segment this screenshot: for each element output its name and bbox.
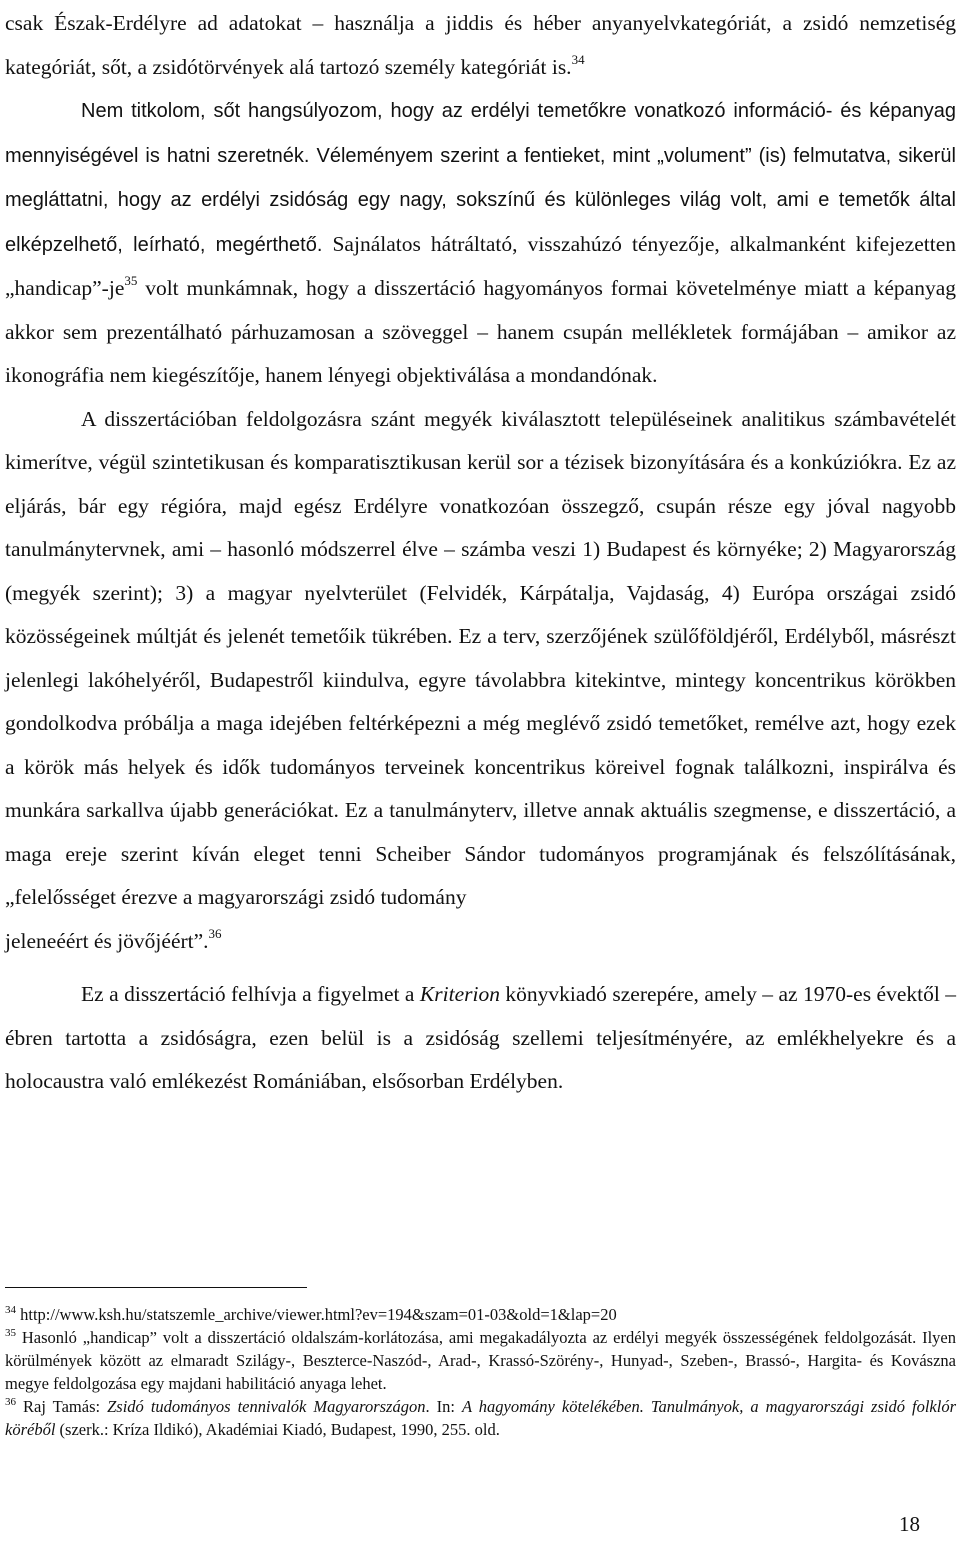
footnote-number-35: 35	[5, 1327, 16, 1339]
paragraph-3-text: A disszertációban feldolgozásra szánt megyék kiválasztott településeinek analitikus számbavételét kimerítve, végül szintetikusan és komparatisztikusan kerül sor a tézisek bizonyítására és a konkúziókra. Ez az eljárás, bár egy régióra, majd egész Erdélyre vonatkozóan összegző, csupán része egy jóval nagyobb tanulmánytervnek, ami – hasonló módszerrel élve – számba veszi 1) Budapest és környéke; 2) Magyarország (megyék szerint); 3) a magyar nyelvterület (Felvidék, Kárpátalja, Vajdaság, 4) Európa országai zsidó közösségeinek múltját és jelenét temetőik tükrében. Ez a terv, szerzőjének szülőföldjéről, Erdélyből, másrészt jelenlegi lakóhelyéről, Budapestről kiindulva, egyre távolabbra kitekintve, mintegy koncentrikus körökben gondolkodva próbálja a maga idejében feltérképezni a még meglévő zsidó temetőket, remélve azt, hogy ezek a körök más helyek és idők tudományos terveinek koncentrikus köreivel fognak találkozni, inspirálva és munkára sarkallva újabb generációkat. Ez a tanulmányterv, illetve annak aktuális szegmense, e disszertáció, a maga ereje szerint kíván eleget tenni Scheiber Sándor tudományos programjának és felszólításának, „felelősséget érezve a magyarországi zsidó tudomány	[5, 406, 956, 909]
footnote-36-author: Raj Tamás:	[16, 1397, 108, 1416]
footnote-36-publication: (szerk.: Kríza Ildikó), Akadémiai Kiadó, Budapest, 1990, 255. old.	[55, 1420, 500, 1439]
paragraph-2-text: Sajnálatos hátráltató, visszahúzó tényezője, alkalmanként kifejezetten „handicap”-je	[5, 231, 956, 300]
footnote-34-link[interactable]: http://www.ksh.hu/statszemle_archive/viewer.html?ev=194&szam=01-03&old=1&lap=20	[16, 1305, 617, 1324]
paragraph-2-text-2: volt munkámnak, hogy a disszertáció hagyományos formai követelménye miatt a képanyag akkor sem prezentálható párhuzamosan a szöveggel – hanem csupán mellékletek formájában – amikor az ikonográfia nem kiegészítője, hanem lényegi objektiválása a mondandónak.	[5, 276, 956, 387]
paragraph-2	[5, 89, 956, 398]
paragraph-2-sans-text: Nem titkolom, sőt hangsúlyozom, hogy az erdélyi temetőkre vonatkozó információ- és képanyag mennyiségével is hatni szeretnék.	[5, 100, 956, 167]
footnote-ref-34[interactable]: 34	[571, 51, 585, 67]
footnote-36	[5, 1395, 956, 1441]
paragraph-3-end: jeleneéért és jövőjéért”.	[5, 928, 209, 953]
paragraph-1	[5, 2, 956, 89]
footnote-35	[5, 1326, 956, 1395]
footnote-34	[5, 1303, 956, 1326]
paragraph-1-text: csak Észak-Erdélyre ad adatokat – használja a jiddis és héber anyanyelvkategóriát, a zsidó nemzetiség kategóriát, sőt, a zsidótörvények alá tartozó személy kategóriát is.	[5, 11, 956, 79]
paragraph-4-text-2: könyvkiadó szerepére, amely – az 1970-es évektől – ébren tartotta a zsidóságra, ezen belül is a zsidóság szellemi teljesítményére, az emlékhelyekre és a holocaustra való emlékezést Romániában, elsősorban Erdélyben.	[5, 982, 956, 1093]
footnote-36-in: . In:	[425, 1397, 462, 1416]
page-number: 18	[899, 1512, 920, 1536]
footnote-36-book-title: A hagyomány kötelékében. Tanulmányok, a magyarországi zsidó folklór köréből	[5, 1397, 956, 1439]
paragraph-3	[5, 398, 956, 964]
footnote-ref-36[interactable]: 36	[208, 925, 222, 941]
footnote-ref-35[interactable]: 35	[124, 273, 138, 288]
footnote-number-36: 36	[5, 1396, 16, 1408]
paragraph-4	[5, 973, 956, 1104]
paragraph-4-text: Ez a disszertáció felhívja a figyelmet a	[81, 982, 420, 1006]
footnote-separator	[5, 1287, 307, 1288]
footnote-36-article-title: Zsidó tudományos tennivalók Magyarországon	[107, 1397, 426, 1416]
footnotes	[5, 1303, 956, 1441]
footnote-35-text: Hasonló „handicap” volt a disszertáció oldalszám-korlátozása, ami megakadályozta az erdélyi megyék összességének feldolgozását. Ilyen körülmények között az elmaradt Szilágy-, Beszterce-Naszód-, Arad-, Krassó-Szörény-, Hunyad-, Szeben-, Brassó-, Hargita- és Kovászna megye feldolgozása egy majdani habilitáció anyaga lehet.	[5, 1328, 956, 1393]
footnote-number-34: 34	[5, 1304, 16, 1316]
publisher-name: Kriterion	[419, 982, 500, 1006]
paragraph-2-sans-text-2: Véleményem szerint a fentieket, mint „volument” (is) felmutatva, sikerül megláttatni, hogy az erdélyi zsidóság egy nagy, sokszínű és különleges világ volt, ami e temetők által elképzelhető, leírható, megérthető.	[5, 144, 956, 256]
body-text	[5, 2, 956, 1104]
